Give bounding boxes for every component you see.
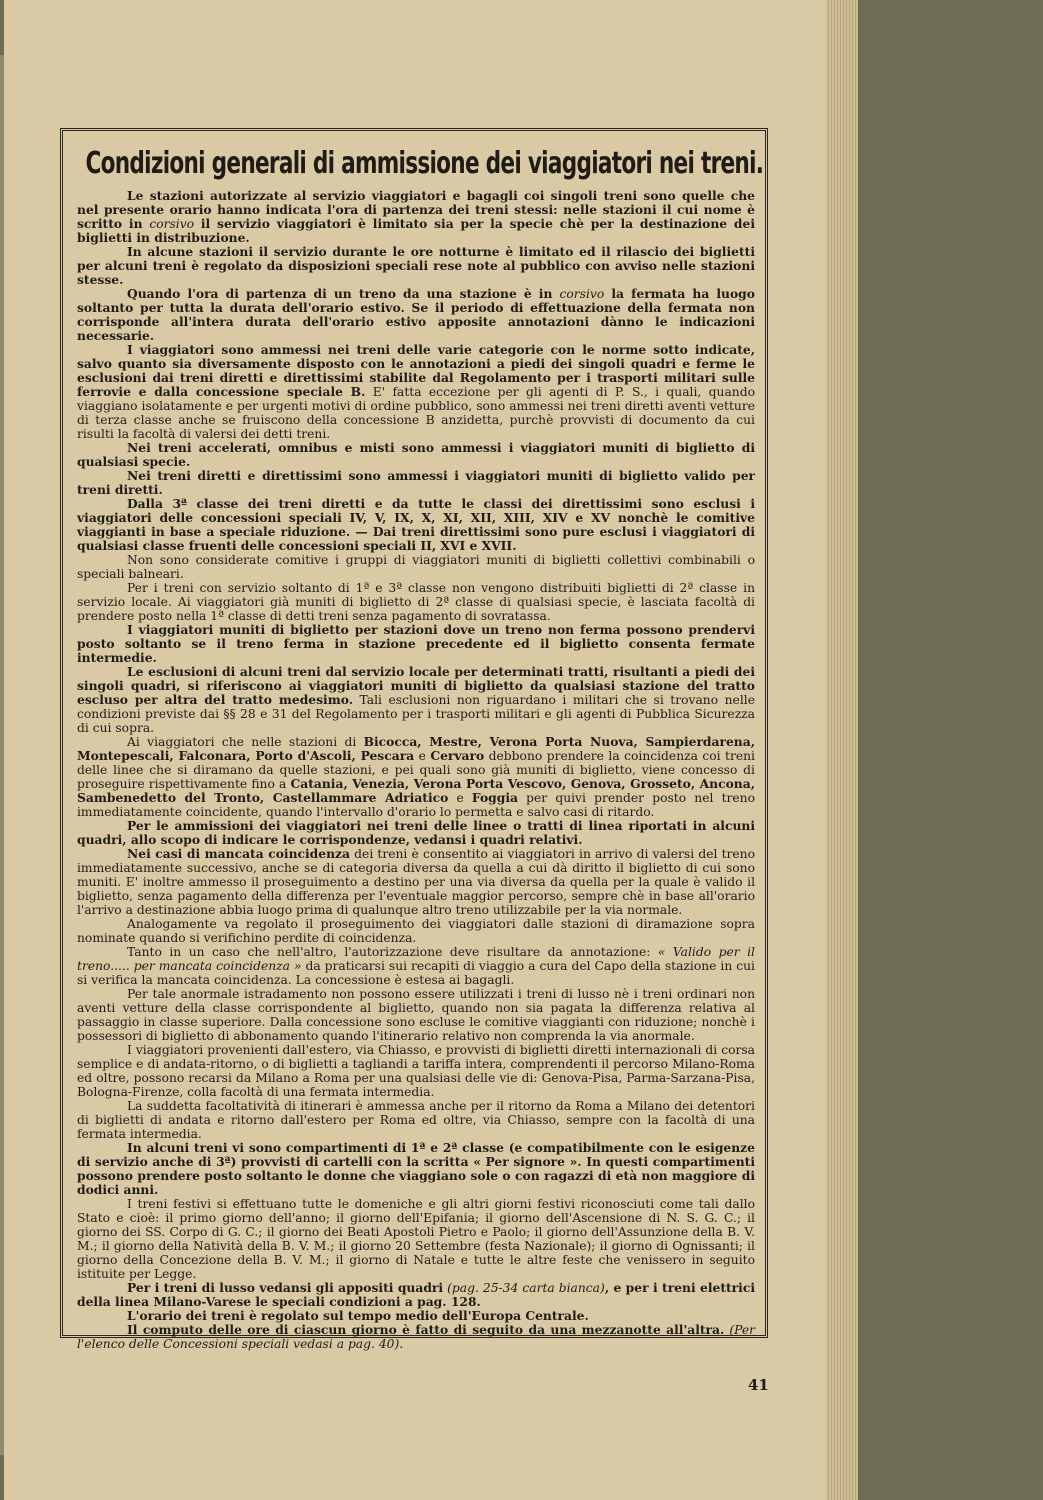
paragraph: [77, 245, 755, 287]
text-run: , e per i treni elettrici della linea Milano-Varese le speciali condizioni a pag. 128.: [77, 1280, 755, 1309]
text-run: da praticarsi sui recapiti di viaggio a cura del Capo della stazione in cui si verifica la mancata coincidenza. La concessione è estesa ai bagagli.: [77, 959, 755, 987]
text-run: I viaggiatori sono ammessi nei treni delle varie categorie con le norme sotto indicate, salvo quanto sia diversamente disposto con le annotazioni a piedi dei singoli quadri e ferme le esclusioni dai treni diretti e direttissimi stabilite dal Regolamento per i trasporti militari sulle ferrovie e dalla concessione speciale B.: [77, 342, 755, 399]
text-run: Quando l'ora di partenza di un treno da una stazione è in: [127, 286, 560, 301]
text-run: Nei casi di mancata coincidenza: [127, 846, 350, 861]
text-run: Ai viaggiatori che nelle stazioni di: [127, 735, 364, 749]
text-run: L'orario dei treni è regolato sul tempo medio dell'Europa Centrale.: [127, 1308, 589, 1323]
text-run: Per i treni di lusso vedansi gli appositi quadri: [127, 1280, 444, 1295]
text-run: e: [448, 791, 472, 805]
text-run: Tali esclusioni non riguardano i militari che si trovano nelle condizioni previste dai §§ 28 e 31 del Regolamento per i trasporti militari e gli agenti di Pubblica Sicurezza di cui sopra.: [77, 693, 755, 735]
text-run: La suddetta facoltatività di itinerari è ammessa anche per il ritorno da Roma a Milano dei detentori di biglietti di andata e ritorno dall'estero per Roma ed oltre, via Chiasso, sempre con la facoltà di una fermata intermedia.: [77, 1099, 755, 1141]
paragraph: [77, 735, 755, 819]
text-run: la fermata ha luogo soltanto per tutta la durata dell'orario estivo. Se il periodo di effettuazione della fermata non corrisponde all'intera durata dell'orario estivo apposite annotazioni dànno le indicazioni necessarie.: [77, 286, 755, 343]
paragraph: [77, 189, 755, 245]
text-run: I viaggiatori provenienti dall'estero, via Chiasso, e provvisti di biglietti diretti internazionali di corsa semplice e di andata-ritorno, o di biglietti a tagliandi a tariffa intera, comprendenti il percorso Milano-Roma ed oltre, possono recarsi da Milano a Roma per una qualsiasi delle vie di: Genova-Pisa, Parma-Sarzana-Pisa, Bologna-Firenze, colla facoltà di una fermata intermedia.: [77, 1043, 755, 1099]
text-run: Per tale anormale istradamento non possono essere utilizzati i treni di lusso nè i treni ordinari non aventi vetture della classe corrispondente al biglietto, quando non sia pagata la differenza relativa al passaggio in classe superiore. Dalla concessione sono escluse le comitive viaggianti con riduzione; nonchè i possessori di biglietto di abbonamento quando l'itinerario relativo non comprenda la via anormale.: [77, 987, 755, 1043]
text-run: corsivo: [149, 217, 195, 231]
paragraph: [77, 581, 755, 623]
text-run: I treni festivi si effettuano tutte le domeniche e gli altri giorni festivi riconosciuti come tali dallo Stato e cioè: il primo giorno dell'anno; il giorno dell'Epifania; il giorno dell'Ascensione di N. S. G. C.; il giorno dei SS. Corpo di G. C.; il giorno dei Beati Apostoli Pietro e Paolo; il giorno dell'Assunzione della B. V. M.; il giorno della Natività della B. V. M.; il giorno 20 Settembre (festa Nazionale); il giorno di Ognissanti; il giorno della Concezione della B. V. M.; il giorno di Natale e tutte le altre feste che venissero in seguito istituite per Legge.: [77, 1197, 755, 1281]
paragraph: [77, 1141, 755, 1197]
text-run: debbono prendere la coincidenza coi treni delle linee che si diramano da quelle stazioni, e pei quali sono già muniti di biglietto, viene concesso di proseguire rispettivamente fino a: [77, 749, 755, 791]
text-run: Il computo delle ore di ciascun giorno è fatto di seguito da una mezzanotte all'altra.: [127, 1322, 725, 1337]
text-run: Nei treni accelerati, omnibus e misti sono ammessi i viaggiatori muniti di biglietto di qualsiasi specie.: [77, 440, 755, 469]
page-edges: [826, 0, 858, 1500]
paragraph: [77, 1197, 755, 1281]
paragraph: [77, 1323, 755, 1351]
paragraph: [77, 623, 755, 665]
conditions-box: [60, 128, 768, 1351]
paragraph: [77, 441, 755, 469]
text-run: Analogamente va regolato il proseguimento dei viaggiatori dalle stazioni di diramazione sopra nominate quando si verifichino perdite di coincidenza.: [77, 917, 755, 945]
text-run: I viaggiatori muniti di biglietto per stazioni dove un treno non ferma possono prendervi posto soltanto se il treno ferma in stazione precedente ed il biglietto consenta fermate intermedie.: [77, 622, 755, 665]
paragraph: [77, 343, 755, 441]
text-run: il servizio viaggiatori è limitato sia per la specie chè per la destinazione dei biglietti in distribuzione.: [77, 216, 756, 245]
text-run: E' fatta eccezione per gli agenti di P. S., i quali, quando viaggiano isolatamente e per urgenti motivi di ordine pubblico, sono ammessi nei treni diretti aventi vetture di terza classe anche se fruiscono della concessione B anzidetta, purchè provvisti di documento da cui risulti la facoltà di valersi dei detti treni.: [77, 385, 755, 441]
text-run: Cervaro: [430, 748, 485, 763]
text-run: Le stazioni autorizzate al servizio viaggiatori e bagagli coi singoli treni sono quelle che nel presente orario hanno indicata l'ora di partenza dei treni stessi: nelle stazioni il cui nome è scritto in: [77, 188, 755, 231]
text-run: In alcune stazioni il servizio durante le ore notturne è limitato ed il rilascio dei biglietti per alcuni treni è regolato da disposizioni speciali rese note al pubblico con avviso nelle stazioni stesse.: [77, 244, 755, 287]
text-run: dei treni è consentito ai viaggiatori in arrivo di valersi del treno immediatamente successivo, anche se di categoria diversa da quella a cui dà diritto il biglietto di cui sono muniti. E' inoltre ammesso il proseguimento a destino per una via diversa da quella per la quale è valido il biglietto, senza pagamento della differenza per l'eventuale maggior percorso, sempre chè in base all'orario l'arrivo a destinazione abbia luogo prima di qualunque altro treno utilizzabile per la via normale.: [77, 847, 755, 917]
paragraph: [77, 1281, 755, 1309]
paragraph: [77, 917, 755, 945]
paragraph: [77, 987, 755, 1043]
text-run: Le esclusioni di alcuni treni dal servizio locale per determinati tratti, risultanti a piedi dei singoli quadri, si riferiscono ai viaggiatori muniti di biglietto da qualsiasi stazione del tratto escluso per altra del tratto medesimo.: [77, 664, 755, 707]
text-run: e: [414, 749, 431, 763]
text-run: Catania, Venezia, Verona Porta Vescovo, Genova, Grosseto, Ancona, Sambenedetto del Tronto, Castellammare Adriatico: [77, 776, 755, 805]
paragraph: [77, 469, 755, 497]
paragraph: [77, 847, 755, 917]
page-title: Condizioni generali di ammissione dei viaggiatori nei treni.: [85, 146, 764, 181]
text-run: corsivo: [559, 287, 605, 301]
text-run: In alcuni treni vi sono compartimenti di 1ª e 2ª classe (e compatibilmente con le esigenze di servizio anche di 3ª) provvisti di cartelli con la scritta « Per signore ». In questi compartimenti possono prendere posto soltanto le donne che viaggiano sole o con ragazzi di età non maggiore di dodici anni.: [77, 1140, 755, 1197]
paragraph: [77, 1099, 755, 1141]
text-run: per quivi prender posto nel treno immediatamente coincidente, quando l'intervallo d'orario lo permetta e salvo casi di ritardo.: [77, 791, 755, 819]
text-run: Non sono considerate comitive i gruppi di viaggiatori muniti di biglietti collettivi combinabili o speciali balneari.: [77, 553, 755, 581]
text-run: Per i treni con servizio soltanto di 1ª e 3ª classe non vengono distribuiti biglietti di 2ª classe in servizio locale. Ai viaggiatori già muniti di biglietto di 2ª classe di qualsiasi specie, è lasciata facoltà di prendere posto nella 1ª classe di detti treni senza pagamento di sovratassa.: [77, 581, 755, 623]
paragraph: [77, 553, 755, 581]
text-run: (Per l'elenco delle Concessioni speciali vedasi a pag. 40).: [77, 1323, 755, 1351]
text-run: Per le ammissioni dei viaggiatori nei treni delle linee o tratti di linea riportati in alcuni quadri, allo scopo di indicare le corrispondenze, vedansi i quadri relativi.: [77, 818, 755, 847]
text-run: « Valido per il treno..... per mancata coincidenza »: [77, 945, 755, 973]
paragraph: [77, 665, 755, 735]
text-run: (pag. 25-34 carta bianca): [443, 1281, 605, 1295]
paragraph: [77, 287, 755, 343]
text-run: Dalla 3ª classe dei treni diretti e da tutte le classi dei direttissimi sono esclusi i viaggiatori delle concessioni speciali IV, V, IX, X, XI, XII, XIII, XIV e XV nonchè le comitive viaggianti in base a speciale riduzione. — Dai treni direttissimi sono pure esclusi i viaggiatori di qualsiasi classe fruenti delle concessioni speciali II, XVI e XVII.: [77, 496, 755, 553]
text-run: Tanto in un caso che nell'altro, l'autorizzazione deve risultare da annotazione:: [127, 945, 658, 959]
text-run: Nei treni diretti e direttissimi sono ammessi i viaggiatori muniti di biglietto valido per treni diretti.: [77, 468, 755, 497]
paragraph: [77, 945, 755, 987]
paragraph: [77, 497, 755, 553]
page-number: 41: [748, 1376, 769, 1394]
text-run: Foggia: [471, 790, 519, 805]
paragraph: [77, 1043, 755, 1099]
body-text: [77, 189, 755, 1351]
text-run: Bicocca, Mestre, Verona Porta Nuova, Sampierdarena, Montepescali, Falconara, Porto d'Ascoli, Pescara: [77, 734, 755, 763]
paragraph: [77, 819, 755, 847]
paragraph: [77, 1309, 755, 1323]
